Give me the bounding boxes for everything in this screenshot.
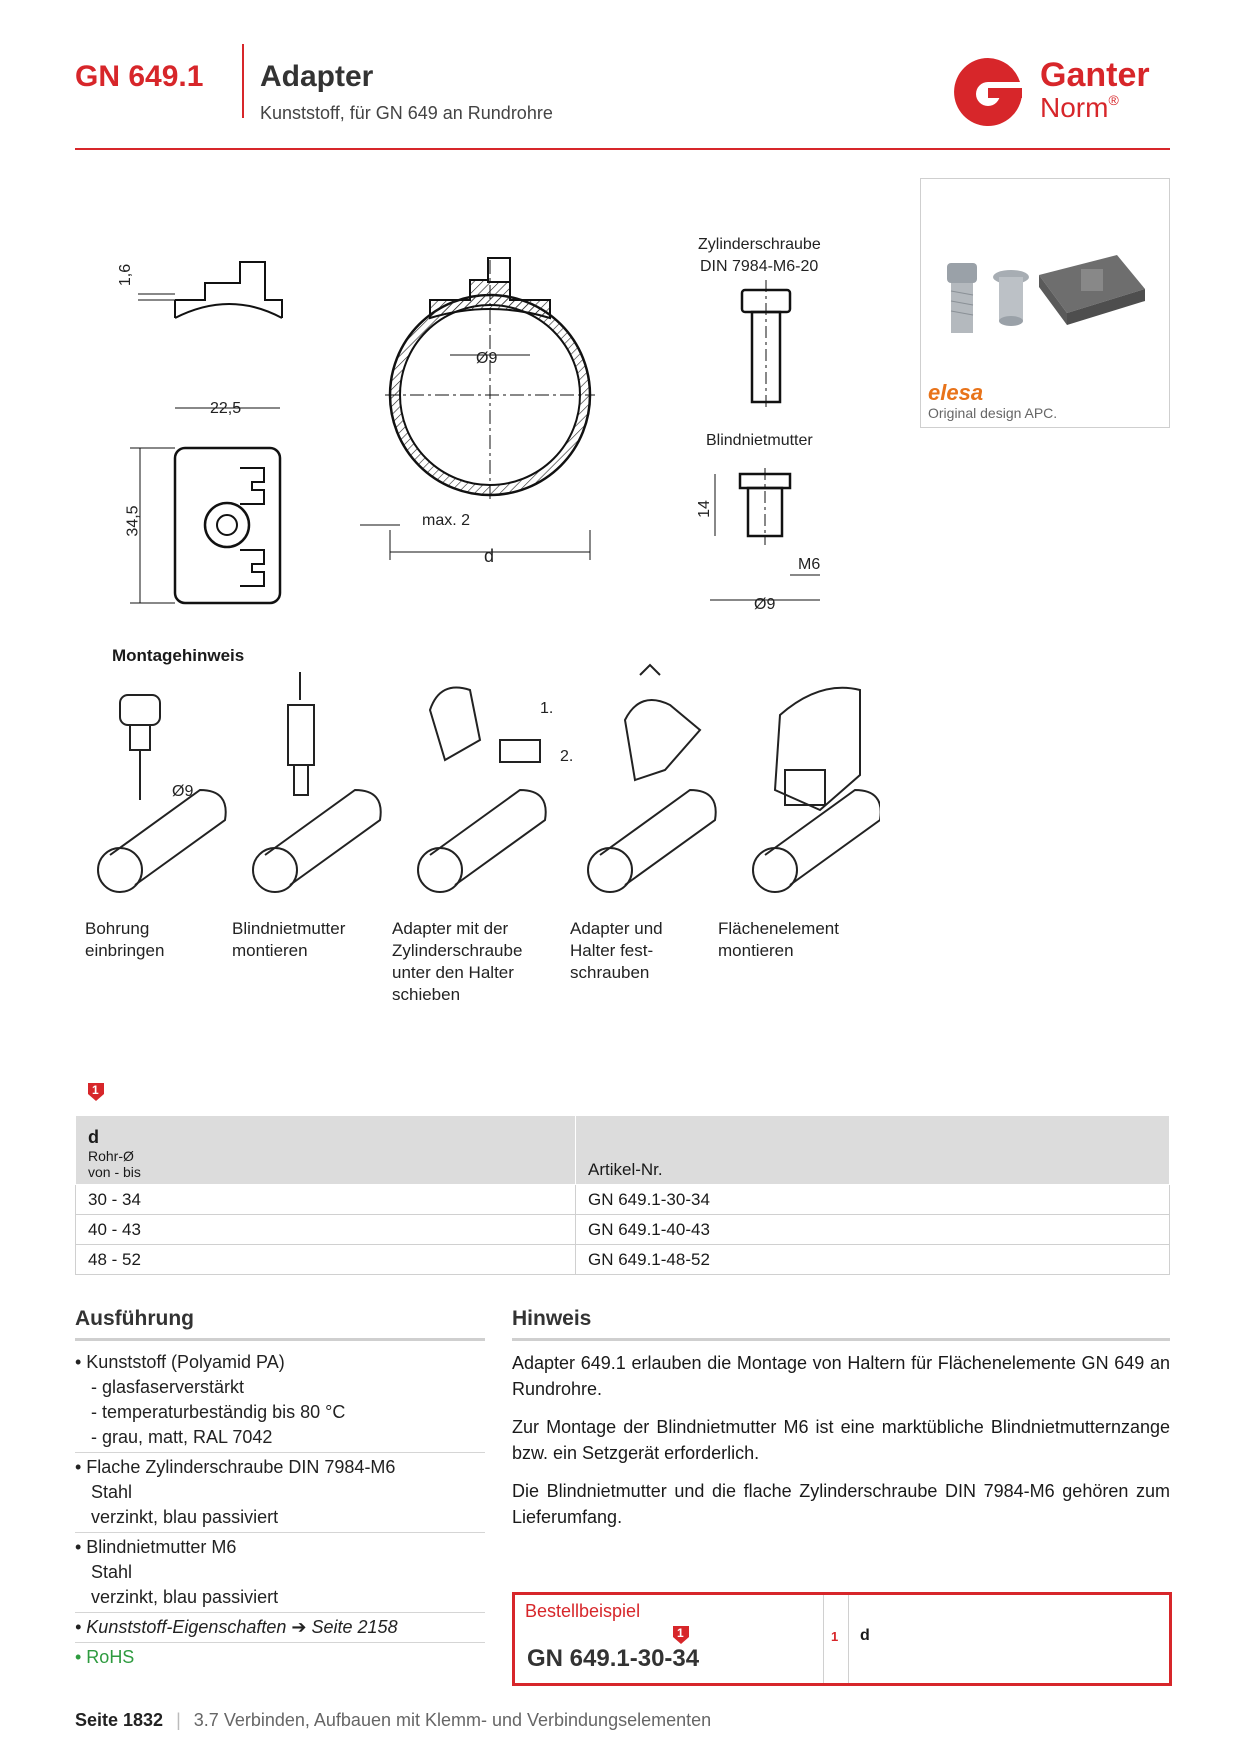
list-item: - grau, matt, RAL 7042: [91, 1427, 273, 1447]
screw-photo: [947, 263, 977, 333]
dim-width: 22,5: [210, 400, 242, 417]
ganter-logo-icon: [948, 54, 1028, 128]
spec-table: [75, 1115, 1170, 1275]
adapter-side-view: [138, 262, 282, 318]
screw-drawing: [742, 280, 790, 410]
order-example-badge: [672, 1625, 690, 1645]
order-example-code: [527, 1645, 699, 1673]
order-code-prefix: GN: [527, 1645, 563, 1672]
screw-label-2: DIN 7984-M6-20: [700, 258, 819, 275]
rivet-nut-photo: [993, 270, 1029, 326]
list-item[interactable]: • Kunststoff-Eigenschaften ➔ Seite 2158: [75, 1617, 398, 1637]
col-d-header: [76, 1116, 576, 1185]
pipe-step-3: [418, 790, 546, 892]
dim-height: 34,5: [124, 505, 142, 537]
montage-step-2: [232, 918, 345, 962]
page-footer: [75, 1710, 711, 1731]
chapter-title: 3.7 Verbinden, Aufbauen mit Klemm- und Verbindungselementen: [193, 1710, 712, 1730]
table-row: [76, 1245, 1170, 1275]
list-item: • Flache Zylinderschraube DIN 7984-M6: [75, 1457, 396, 1477]
dim-d: d: [484, 546, 495, 566]
table-badge: [87, 1082, 105, 1102]
brand-subname: [1040, 92, 1119, 124]
step-1-line-1: Bohrung: [85, 919, 150, 938]
cell-nr: GN 649.1-30-34: [576, 1185, 1170, 1215]
hinweis-heading: Hinweis: [512, 1307, 592, 1330]
cell-d: 30 - 34: [76, 1185, 576, 1215]
table-row: [76, 1185, 1170, 1215]
ausfuehrung-list: [75, 1348, 485, 1670]
dim-rivet-diameter: Ø9: [754, 596, 776, 613]
screw-label-1: Zylinderschraube: [698, 236, 821, 253]
hinweis-paragraph: Die Blindnietmutter und die flache Zylinderschraube DIN 7984-M6 gehören zum Lieferumfang.: [512, 1481, 1170, 1527]
montage-step-4: [570, 918, 663, 984]
list-item: Stahl: [91, 1482, 133, 1502]
rivet-tool-icon: [288, 672, 314, 795]
list-item: Stahl: [91, 1562, 133, 1582]
elesa-logo: elesa: [928, 380, 984, 405]
cell-d: 48 - 52: [76, 1245, 576, 1275]
adapter-photo: [1039, 255, 1145, 325]
montage-step-1: [85, 918, 164, 962]
hinweis-paragraph: Zur Montage der Blindnietmutter M6 ist eine marktübliche Blindnietmutternzange bzw. ein Setzgerät erforderlich.: [512, 1417, 1170, 1463]
page-number: Seite 1832: [75, 1710, 164, 1730]
order-example-label: Bestellbeispiel: [525, 1601, 641, 1621]
order-key-number: 1: [831, 1629, 839, 1644]
order-key-label: d: [860, 1627, 870, 1644]
order-badge-number: 1: [677, 1626, 684, 1640]
step-3-line-3: unter den Halter: [392, 963, 514, 982]
list-item: - temperaturbeständig bis 80 °C: [91, 1402, 346, 1422]
holder-step-3: [430, 688, 540, 763]
ausfuehrung-heading: Ausführung: [75, 1307, 194, 1330]
header-divider: [242, 44, 244, 118]
hinweis-text: [512, 1350, 1170, 1542]
step-4-line-1: Adapter und: [570, 919, 663, 938]
step-2-line-2: montieren: [232, 941, 308, 960]
properties-link[interactable]: [75, 1613, 485, 1643]
col-nr-header: Artikel-Nr.: [576, 1116, 1170, 1185]
pipe-step-1: [98, 790, 226, 892]
montage-step-5: [718, 918, 839, 962]
pipe-section-view: [360, 258, 595, 560]
montage-heading: Montagehinweis: [112, 646, 245, 665]
montage-step-3: [392, 918, 522, 1006]
hinweis-paragraph: Adapter 649.1 erlauben die Montage von Haltern für Flächenelemente GN 649 an Rundrohre.: [512, 1353, 1170, 1399]
brand-registered-mark: ®: [1108, 92, 1119, 108]
list-item: verzinkt, blau passiviert: [91, 1587, 279, 1607]
table-row: [76, 1215, 1170, 1245]
ausfuehrung-rule: [75, 1338, 485, 1341]
page-title: Adapter: [260, 60, 374, 93]
dim-max: max. 2: [422, 512, 471, 529]
step-5-line-1: Flächenelement: [718, 919, 839, 938]
footer-separator: |: [176, 1710, 181, 1730]
rohs-item: • RoHS: [75, 1647, 135, 1667]
montage-bore-label: Ø9: [172, 783, 194, 800]
pipe-step-4: [588, 790, 716, 892]
step-4-line-2: Halter fest-: [570, 941, 654, 960]
technical-drawing: [0, 150, 900, 630]
rivet-label: Blindnietmutter: [706, 432, 813, 449]
montage-step-2-label: 2.: [560, 748, 574, 765]
cell-nr: GN 649.1-40-43: [576, 1215, 1170, 1245]
table-header-row: [76, 1116, 1170, 1185]
rivet-nut-drawing: [710, 468, 820, 600]
list-item: • Blindnietmutter M6: [75, 1537, 237, 1557]
brand-subname-text: Norm: [1040, 92, 1109, 123]
order-divider: [823, 1595, 824, 1683]
col-d-range: von - bis: [88, 1164, 141, 1180]
list-item: verzinkt, blau passiviert: [91, 1507, 279, 1527]
montage-step-1-label: 1.: [540, 700, 554, 717]
col-d-title: d: [88, 1127, 99, 1147]
list-item: • Kunststoff (Polyamid PA): [75, 1352, 285, 1372]
dim-rivet-length: 14: [695, 500, 713, 518]
material-group: [75, 1348, 485, 1453]
cell-nr: GN 649.1-48-52: [576, 1245, 1170, 1275]
dim-rivet-thread: M6: [798, 556, 821, 573]
step-4-line-3: schrauben: [570, 963, 650, 982]
product-code: GN 649.1: [75, 60, 204, 93]
table-badge-number: 1: [92, 1083, 99, 1097]
pipe-step-2: [253, 790, 381, 892]
page-subtitle: Kunststoff, für GN 649 an Rundrohre: [260, 103, 553, 123]
adapter-top-view: [130, 408, 280, 603]
step-2-line-1: Blindnietmutter: [232, 919, 346, 938]
step-5-line-2: montieren: [718, 941, 794, 960]
step-3-line-2: Zylinderschraube: [392, 941, 523, 960]
screw-group: [75, 1453, 485, 1533]
order-example-box: [512, 1592, 1172, 1686]
cell-d: 40 - 43: [76, 1215, 576, 1245]
rivet-group: [75, 1533, 485, 1613]
brand-name: Ganter: [1040, 56, 1150, 94]
list-item: - glasfaserverstärkt: [91, 1377, 245, 1397]
dim-bore: Ø9: [476, 350, 498, 367]
step-3-line-1: Adapter mit der: [392, 919, 509, 938]
dim-thickness: 1,6: [117, 263, 135, 287]
panel-step-5: [775, 688, 860, 810]
hinweis-rule: [512, 1338, 1170, 1341]
order-code-value: 649.1-30-34: [569, 1645, 700, 1672]
step-3-line-4: schieben: [392, 985, 461, 1004]
holder-step-4: [625, 665, 700, 780]
drill-icon: [120, 695, 160, 800]
photo-caption: Original design APC.: [928, 405, 1058, 421]
step-1-line-2: einbringen: [85, 941, 165, 960]
col-d-subtitle: Rohr-Ø: [88, 1148, 134, 1164]
order-divider: [848, 1595, 849, 1683]
